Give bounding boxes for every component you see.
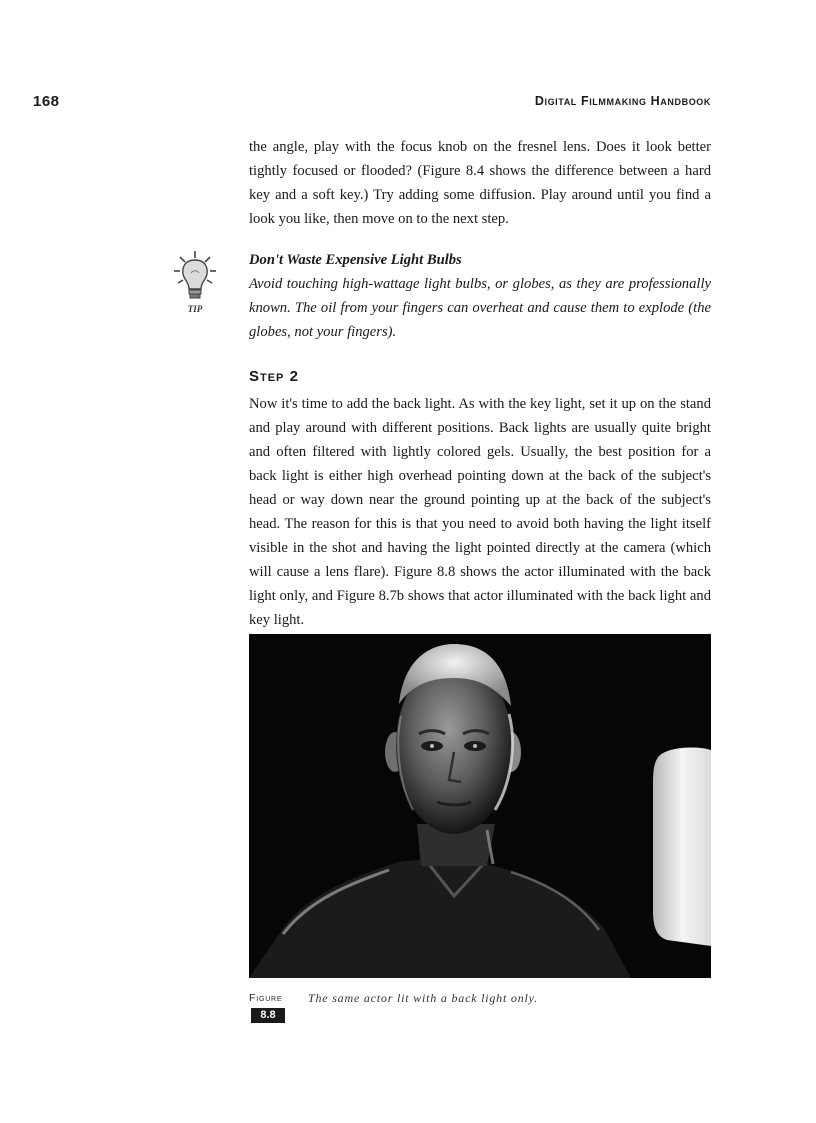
tip-icon-label: TIP: [187, 304, 203, 314]
lightbulb-tip-icon: [172, 249, 218, 317]
body-paragraph-2: Now it's time to add the back light. As with the key light, set it up on the stand and play around with different positions. Back lights are usually quite bright and often filtered with lightly colored gels. Usually, the best position for a back light is either high overhead pointing down at the back of the subject's head or way down near the ground pointing up at the back of the subject's head. The reason for this is that you need to avoid both having the light itself visible in the shot and having the light pointed directly at the camera (which will cause a lens flare). Figure 8.8 shows the actor illuminated with the back light only, and Figure 8.7b shows that actor illuminated with the back light and key light.: [249, 396, 711, 628]
tip-heading: Don't Waste Expensive Light Bulbs: [249, 252, 462, 268]
body-paragraph-1: the angle, play with the focus knob on the fresnel lens. Does it look better tightly focused or flooded? (Figure 8.4 shows the difference between a hard key and a soft key.) Try adding some diffusion. Play around until you find a look you like, then move on to the next step.: [249, 139, 711, 227]
figure-number-badge: 8.8: [251, 1008, 285, 1023]
step-heading: Step 2: [249, 368, 299, 385]
lamp-shape: [653, 748, 711, 946]
figure-caption: The same actor lit with a back light only.: [308, 991, 538, 1005]
running-head: [33, 93, 711, 113]
book-title: Digital Filmmaking Handbook: [534, 94, 711, 108]
figure-caption-label: Figure: [249, 992, 283, 1004]
tip-text: Avoid touching high-wattage light bulbs, or globes, as they are professionally known. The oil from your fingers can overheat and cause them to explode (the globes, not your fingers).: [249, 276, 711, 340]
page-number: 168: [33, 93, 60, 110]
figure-photo: [249, 634, 711, 978]
